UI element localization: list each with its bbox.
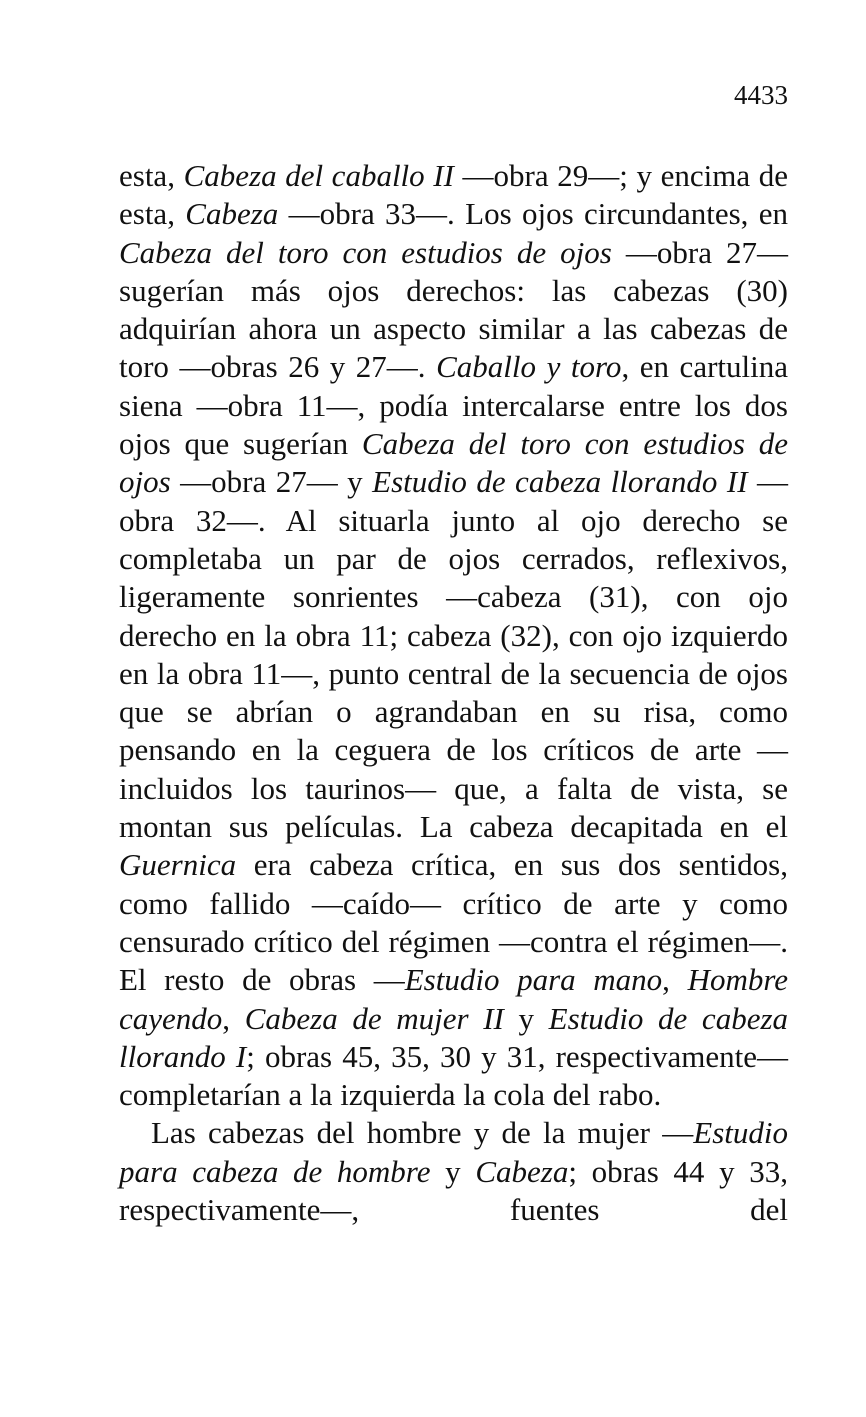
text-run: —obra 29—; y encima de esta,	[119, 158, 788, 232]
italic-text: Estudio para mano	[404, 962, 663, 998]
italic-text: Caballo y toro	[436, 349, 622, 385]
italic-text: Cabeza	[185, 196, 279, 232]
text-run: ,	[222, 1000, 245, 1036]
body-text	[119, 157, 788, 1229]
italic-text: Cabeza	[475, 1153, 569, 1189]
italic-text: Cabeza del toro con estudios de ojos	[119, 426, 788, 500]
text-run: —obra 33—. Los ojos circundantes, en	[278, 196, 789, 232]
text-run: ; obras 44 y 33, respectivamente—, fuentes del	[119, 1153, 789, 1228]
text-run: era cabeza crítica, en sus dos sentidos, como fallido —caído— crítico de arte y como censurado crítico del régimen —contra el régimen—. El resto de obras —	[119, 847, 788, 998]
text-run: Las cabezas del hombre y de la mujer —	[151, 1115, 694, 1151]
text-run: —obra 32—. Al situarla junto al ojo derecho se completaba un par de ojos cerrados, reflexivos, ligeramente sonrientes —cabeza (31), con ojo derecho en la obra 11; cabeza (32), con ojo izquierdo en la obra 11—, punto central de la secuencia de ojos que se abrían o agrandaban en su risa, como pensando en la ceguera de los críticos de arte —incluidos los taurinos— que, a falta de vista, se montan sus películas. La cabeza decapitada en el	[119, 464, 788, 845]
page-number: 4433	[734, 80, 788, 110]
paragraph	[119, 157, 788, 1114]
text-run: ,	[662, 962, 688, 998]
italic-text: Cabeza de mujer II	[244, 1000, 504, 1036]
italic-text: Estudio de cabeza llorando II	[372, 464, 748, 500]
text-run: esta,	[119, 158, 184, 193]
italic-text: Estudio de cabeza llorando I	[119, 1000, 789, 1074]
text-run: ; obras 45, 35, 30 y 31, respectivamente— completarían a la izquierda la cola del rabo.	[119, 1038, 788, 1113]
text-run: , en cartulina siena —obra 11—, podía intercalarse entre los dos ojos que sugerían	[119, 349, 788, 462]
italic-text: Cabeza del caballo II	[183, 158, 454, 193]
italic-text: Guernica	[119, 847, 237, 883]
text-run: y	[503, 1000, 549, 1036]
text-run: —obra 27— sugerían más ojos derechos: las cabezas (30) adquirían ahora un aspecto similar a las cabezas de toro —obras 26 y 27—.	[119, 234, 788, 385]
text-run: —obra 27— y	[170, 464, 373, 500]
paragraph	[119, 1114, 788, 1229]
italic-text: Hombre cayendo	[119, 962, 789, 1036]
text-run: y	[430, 1153, 476, 1189]
italic-text: Cabeza del toro con estudios de ojos	[119, 234, 612, 270]
italic-text: Estudio para cabeza de hombre	[119, 1115, 788, 1189]
